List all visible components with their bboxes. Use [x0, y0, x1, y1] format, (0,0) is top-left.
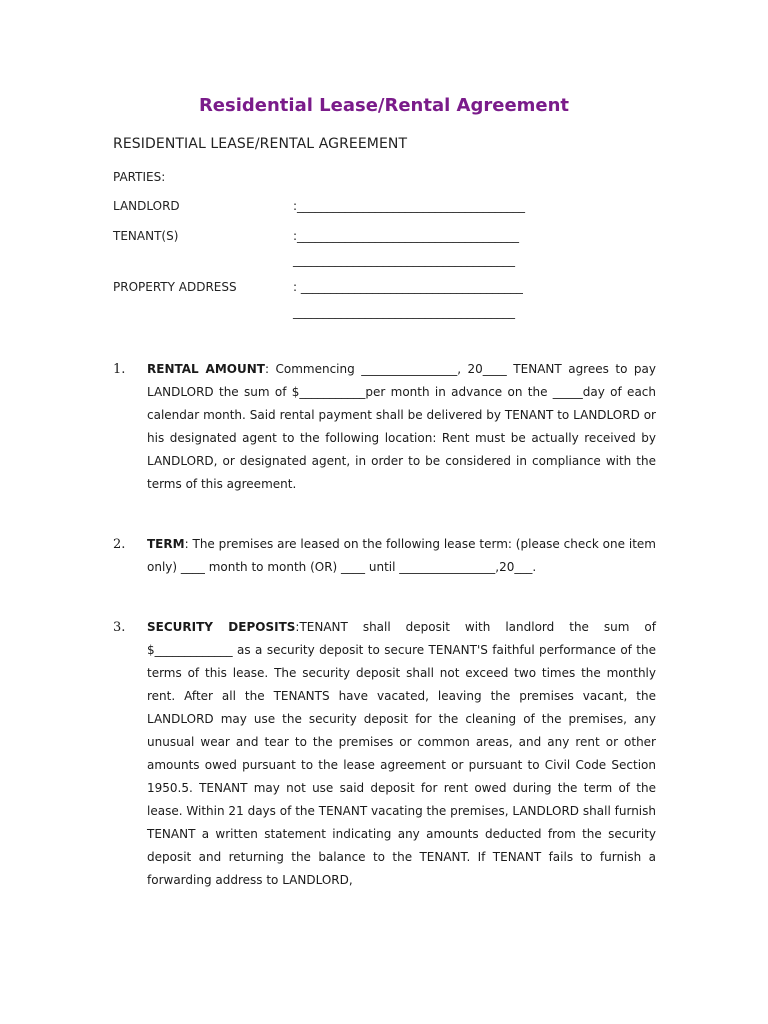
property-address-line: : _____________________________________	[293, 280, 523, 294]
clause-number: 3.	[113, 620, 126, 635]
document-subtitle: RESIDENTIAL LEASE/RENTAL AGREEMENT	[113, 136, 408, 152]
tenants-line-2: _____________________________________	[293, 253, 515, 267]
clause-body: : The premises are leased on the following lease term: (please check one item only) ____ month to month (OR) ____ until ________________,20___.	[147, 537, 656, 574]
clause-body: :TENANT shall deposit with landlord the sum of $_____________ as a security deposit to secure TENANT'S faithful performance of the terms of this lease. The security deposit shall not exceed two times the monthly rent. After all the TENANTS have vacated, leaving the premises vacant, the LANDLORD may use the security deposit for the cleaning of the premises, any unusual wear and tear to the premises or common areas, and any rent or other amounts owed pursuant to the lease agreement or pursuant to Civil Code Section 1950.5. TENANT may not use said deposit for rent owed during the term of the lease. Within 21 days of the TENANT vacating the premises, LANDLORD shall furnish TENANT a written statement indicating any amounts deducted from the security deposit and returning the balance to the TENANT. If TENANT fails to furnish a forwarding address to LANDLORD,	[147, 620, 656, 887]
property-address-line-2: _____________________________________	[293, 305, 515, 319]
document-title: Residential Lease/Rental Agreement	[198, 95, 570, 116]
tenants-line: :_____________________________________	[293, 229, 520, 243]
clause-text	[147, 616, 656, 892]
property-address-label: PROPERTY ADDRESS	[113, 280, 237, 294]
landlord-line: :______________________________________	[293, 199, 526, 213]
clause-heading: RENTAL AMOUNT	[147, 362, 265, 376]
clause-text	[147, 533, 656, 579]
clause-number: 2.	[113, 537, 126, 552]
clause-heading: SECURITY DEPOSITS	[147, 620, 296, 634]
landlord-label: LANDLORD	[113, 199, 180, 213]
clause-heading: TERM	[147, 537, 185, 551]
clause-text	[147, 358, 656, 496]
parties-label: PARTIES:	[113, 170, 166, 184]
tenants-label: TENANT(S)	[113, 229, 179, 243]
clause-number: 1.	[113, 362, 126, 377]
clause-body: : Commencing ________________, 20____ TENANT agrees to pay LANDLORD the sum of $___________per month in advance on the _____day of each calendar month. Said rental payment shall be delivered by TENANT to LANDLORD or his designated agent to the following location: Rent must be actually received by LANDLORD, or designated agent, in order to be considered in compliance with the terms of this agreement.	[147, 362, 656, 491]
